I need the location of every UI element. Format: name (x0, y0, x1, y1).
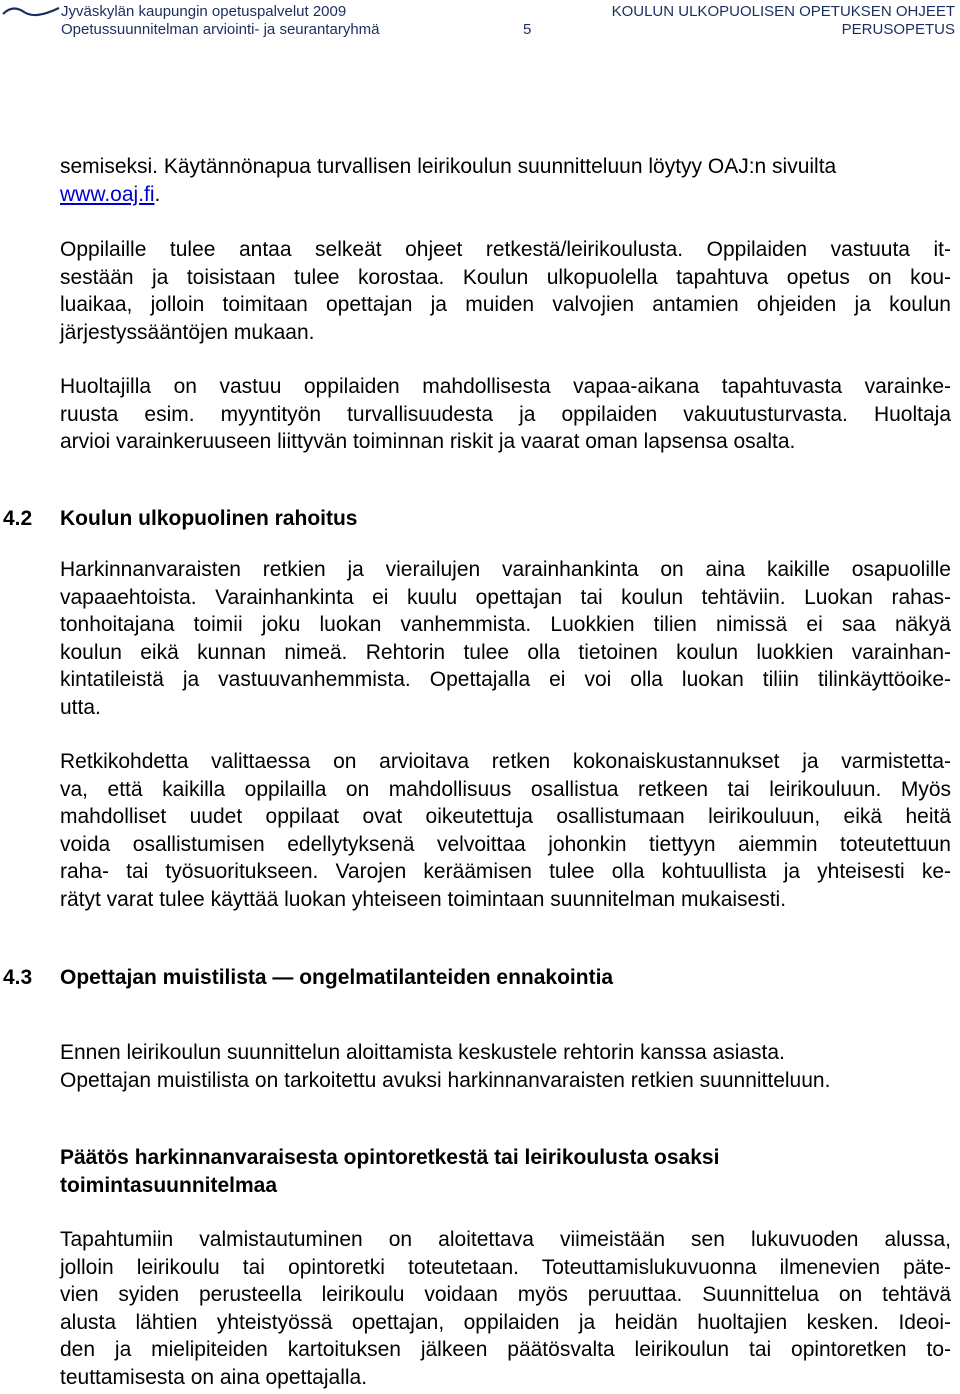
header-group: Opetussuunnitelman arviointi- ja seurantaryhmä (61, 21, 380, 38)
text-line: jolloin leirikoulu tai opintoretki toteutetaan. Toteuttamislukuvuonna ilmenevien päte- (60, 1255, 951, 1279)
section-number: 4.3 (3, 966, 33, 989)
text-line: Huoltajilla on vastuu oppilaiden mahdollisesta vapaa-aikana tapahtuvasta varainke- (60, 375, 951, 398)
text-line: tonhoitajana toimii joku luokan vanhemmista. Luokkien tilien nimissä ei saa näkyä (60, 613, 951, 636)
oaj-link[interactable]: www.oaj.fi (60, 182, 155, 206)
text-line: luaikaa, jolloin toimitaan opettajan ja muiden valvojien antamien ohjeiden ja koulun (60, 293, 951, 316)
text-line: alusta lähtien yhteistyössä opettajan, oppilaiden ja heidän huoltajien kesken. Ideoi- (60, 1310, 951, 1334)
section-title: Koulun ulkopuolinen rahoitus (60, 507, 358, 530)
page-number: 5 (523, 21, 532, 38)
paragraph-guardians (60, 373, 951, 456)
text-line: rätyt varat tulee käyttää luokan yhteiseen toimintaan suunnitelman mukaisesti. (60, 887, 787, 911)
text-line: Retkikohdetta valittaessa on arvioitava retken kokonaiskustannukset ja varmistetta- (60, 750, 951, 773)
link-period: . (154, 182, 161, 206)
paragraph-costs (60, 748, 951, 913)
paragraph-funding (60, 556, 951, 721)
text-line: järjestyssääntöjen mukaan. (60, 320, 315, 344)
header-doc-title: KOULUN ULKOPUOLISEN OPETUKSEN OHJEET (611, 3, 955, 20)
subheading-line: Päätös harkinnanvaraisesta opintoretkestä tai leirikoulusta osaksi (60, 1146, 720, 1169)
text-line: semiseksi. Käytännönapua turvallisen leirikoulun suunnitteluun löytyy OAJ:n sivuilta (60, 155, 837, 178)
text-line: sestään ja toisistaan tulee korostaa. Koulun ulkopuolella tapahtuva opetus on kou- (60, 265, 951, 289)
text-line: Ennen leirikoulun suunnittelun aloittamista keskustele rehtorin kanssa asiasta. (60, 1041, 785, 1064)
paragraph-checklist-intro (60, 1039, 951, 1094)
text-line: arvioi varainkeruuseen liittyvän toiminnan riskit ja vaarat oman lapsensa osalta. (60, 430, 796, 453)
text-line: kintatileistä ja vastuuvanhemmista. Opettajalla ei voi olla luokan tiliin tilinkäyttöoike- (60, 668, 951, 691)
text-line: raha- tai työsuoritukseen. Varojen keräämisen tulee olla kohtuullista ja yhteisesti ke- (60, 860, 951, 883)
section-title: Opettajan muistilista — ongelmatilanteiden ennakointia (60, 966, 614, 989)
text-line: mahdolliset uudet oppilaat ovat oikeutettuja osallistumaan leirikouluun, eikä heitä (60, 805, 951, 828)
paragraph-instructions (60, 236, 951, 346)
paragraph-oaj (60, 153, 951, 208)
text-line: vien syiden perusteella leirikoulu voidaan myös peruuttaa. Suunnittelua on tehtävä (60, 1283, 951, 1306)
text-line: voida osallistumisen edellytyksenä velvoittaa johonkin tiettyyn aiemmin toteutettuun (60, 832, 951, 856)
text-line: Harkinnanvaraisten retkien ja vierailujen varainhankinta on aina kaikille osapuolille (60, 558, 951, 581)
header-organization: Jyväskylän kaupungin opetuspalvelut 2009 (61, 3, 347, 20)
text-line: teuttamisesta on aina opettajalla. (60, 1365, 368, 1389)
header-doc-subtitle: PERUSOPETUS (841, 21, 955, 38)
text-line: vapaaehtoista. Varainhankinta ei kuulu opettajan tai koulun tehtäviin. Luokan rahas- (60, 585, 951, 609)
text-line: va, että kaikilla oppilailla on mahdollisuus osallistua retkeen tai leirikouluun. Myös (60, 777, 951, 801)
text-line: den ja mielipiteiden kartoituksen jälkeen päätösvalta leirikoulun tai opintoretken to- (60, 1338, 951, 1361)
text-line: koulun eikä kunnan nimeä. Rehtorin tulee olla tietoinen koulun luokkien varainhan- (60, 640, 951, 664)
text-line: utta. (60, 695, 101, 719)
text-line: Opettajan muistilista on tarkoitettu avuksi harkinnanvaraisten retkien suunnitteluun. (60, 1068, 831, 1092)
subheading (60, 1144, 719, 1199)
section-number: 4.2 (3, 507, 33, 530)
text-line: Tapahtumiin valmistautuminen on aloitettava viimeistään sen lukuvuoden alussa, (60, 1228, 951, 1251)
text-line (60, 181, 951, 209)
subheading-line: toimintasuunnitelmaa (60, 1173, 278, 1197)
text-line: ruusta esim. myyntityön turvallisuudesta ja oppilaiden vakuutusturvasta. Huoltaja (60, 402, 951, 426)
text-line: Oppilaille tulee antaa selkeät ohjeet retkestä/leirikoulusta. Oppilaiden vastuuta it- (60, 238, 951, 261)
page-header (0, 0, 960, 44)
city-logo-swoosh-icon (2, 4, 60, 20)
paragraph-preparation (60, 1226, 951, 1391)
